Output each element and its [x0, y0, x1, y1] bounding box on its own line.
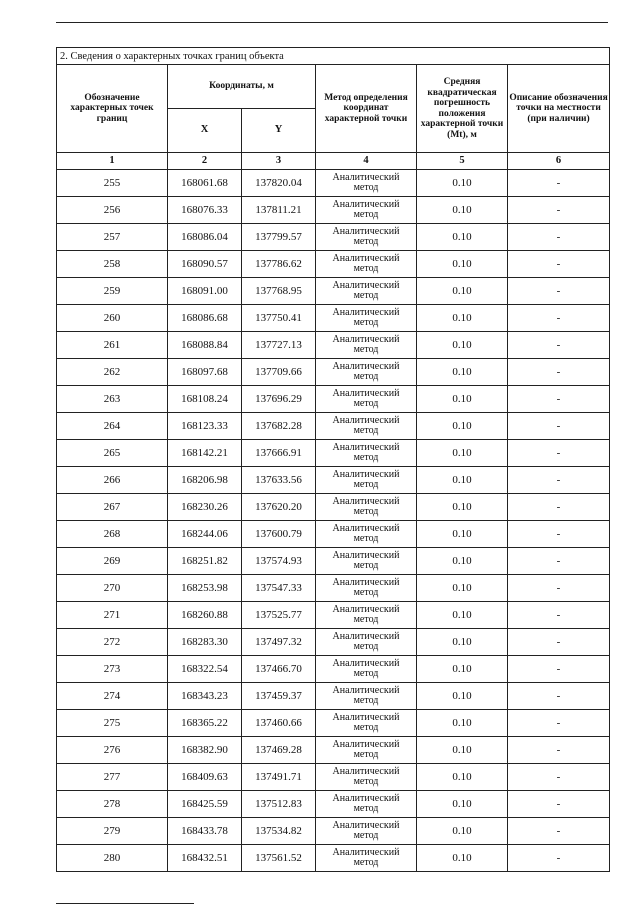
method-cell [316, 710, 417, 737]
description-cell: - [508, 494, 610, 521]
x-coordinate-cell: 168091.00 [168, 278, 242, 305]
description-cell: - [508, 386, 610, 413]
x-coordinate-cell: 168322.54 [168, 656, 242, 683]
method-text-line2: метод [353, 722, 379, 733]
point-number-cell: 259 [57, 278, 168, 305]
method-text-line2: метод [353, 290, 379, 301]
point-number-cell: 275 [57, 710, 168, 737]
method-cell [316, 440, 417, 467]
method-text-line2: метод [353, 236, 379, 247]
table-body [57, 170, 610, 872]
method-text-line2: метод [353, 371, 379, 382]
method-text-line1: Аналитический [332, 685, 400, 696]
y-coordinate-cell: 137574.93 [242, 548, 316, 575]
rmse-cell: 0.10 [417, 656, 508, 683]
method-cell [316, 764, 417, 791]
table-row [57, 386, 610, 413]
method-text-line2: метод [353, 317, 379, 328]
y-coordinate-cell: 137459.37 [242, 683, 316, 710]
column-number: 4 [316, 153, 417, 170]
point-number-cell: 262 [57, 359, 168, 386]
y-coordinate-cell: 137799.57 [242, 224, 316, 251]
x-coordinate-cell: 168090.57 [168, 251, 242, 278]
rmse-cell: 0.10 [417, 305, 508, 332]
x-coordinate-cell: 168086.04 [168, 224, 242, 251]
table-row [57, 197, 610, 224]
method-cell [316, 197, 417, 224]
rmse-cell: 0.10 [417, 494, 508, 521]
method-cell [316, 791, 417, 818]
description-cell: - [508, 656, 610, 683]
point-number-cell: 272 [57, 629, 168, 656]
point-number-cell: 261 [57, 332, 168, 359]
footnote-rule [56, 903, 194, 904]
y-coordinate-cell: 137820.04 [242, 170, 316, 197]
x-coordinate-cell: 168409.63 [168, 764, 242, 791]
rmse-cell: 0.10 [417, 521, 508, 548]
method-cell [316, 359, 417, 386]
method-text-line2: метод [353, 533, 379, 544]
method-text-line1: Аналитический [332, 496, 400, 507]
x-coordinate-cell: 168365.22 [168, 710, 242, 737]
rmse-cell: 0.10 [417, 683, 508, 710]
boundary-points-table [56, 47, 610, 872]
rmse-cell: 0.10 [417, 359, 508, 386]
method-cell [316, 494, 417, 521]
x-coordinate-cell: 168253.98 [168, 575, 242, 602]
y-coordinate-cell: 137600.79 [242, 521, 316, 548]
table-row [57, 521, 610, 548]
y-coordinate-cell: 137768.95 [242, 278, 316, 305]
table-row [57, 656, 610, 683]
table-row [57, 170, 610, 197]
point-number-cell: 258 [57, 251, 168, 278]
method-cell [316, 683, 417, 710]
description-cell: - [508, 224, 610, 251]
method-text-line2: метод [353, 209, 379, 220]
rmse-cell: 0.10 [417, 710, 508, 737]
method-text-line1: Аналитический [332, 739, 400, 750]
y-coordinate-cell: 137750.41 [242, 305, 316, 332]
method-text-line2: метод [353, 560, 379, 571]
method-cell [316, 521, 417, 548]
method-text-line1: Аналитический [332, 415, 400, 426]
y-coordinate-cell: 137491.71 [242, 764, 316, 791]
method-cell [316, 548, 417, 575]
table-row [57, 332, 610, 359]
method-text-line1: Аналитический [332, 199, 400, 210]
x-coordinate-cell: 168433.78 [168, 818, 242, 845]
method-text-line2: метод [353, 479, 379, 490]
point-number-cell: 257 [57, 224, 168, 251]
table-row [57, 251, 610, 278]
method-cell [316, 413, 417, 440]
table-row [57, 548, 610, 575]
table-row [57, 683, 610, 710]
point-number-cell: 279 [57, 818, 168, 845]
description-cell: - [508, 251, 610, 278]
description-cell: - [508, 521, 610, 548]
rmse-cell: 0.10 [417, 845, 508, 872]
y-coordinate-cell: 137561.52 [242, 845, 316, 872]
method-cell [316, 170, 417, 197]
table-row [57, 737, 610, 764]
method-cell [316, 656, 417, 683]
description-cell: - [508, 278, 610, 305]
method-text-line2: метод [353, 641, 379, 652]
y-coordinate-cell: 137666.91 [242, 440, 316, 467]
method-text-line2: метод [353, 668, 379, 679]
method-text-line1: Аналитический [332, 712, 400, 723]
method-text-line1: Аналитический [332, 442, 400, 453]
x-coordinate-cell: 168088.84 [168, 332, 242, 359]
y-coordinate-cell: 137466.70 [242, 656, 316, 683]
description-cell: - [508, 710, 610, 737]
rmse-cell: 0.10 [417, 224, 508, 251]
description-cell: - [508, 359, 610, 386]
header-point-designation: Обозначение характерных точек границ [57, 65, 168, 153]
description-cell: - [508, 305, 610, 332]
y-coordinate-cell: 137525.77 [242, 602, 316, 629]
header-rmse: Средняя квадратическая погрешность положения характерной точки (Mt), м [417, 65, 508, 153]
rmse-cell: 0.10 [417, 467, 508, 494]
rmse-cell: 0.10 [417, 197, 508, 224]
x-coordinate-cell: 168142.21 [168, 440, 242, 467]
header-y: Y [242, 109, 316, 153]
method-text-line1: Аналитический [332, 847, 400, 858]
point-number-cell: 277 [57, 764, 168, 791]
point-number-cell: 267 [57, 494, 168, 521]
x-coordinate-cell: 168076.33 [168, 197, 242, 224]
rmse-cell: 0.10 [417, 791, 508, 818]
point-number-cell: 264 [57, 413, 168, 440]
point-number-cell: 268 [57, 521, 168, 548]
method-text-line1: Аналитический [332, 469, 400, 480]
method-text-line2: метод [353, 776, 379, 787]
point-number-cell: 260 [57, 305, 168, 332]
method-cell [316, 737, 417, 764]
description-cell: - [508, 818, 610, 845]
column-number: 5 [417, 153, 508, 170]
x-coordinate-cell: 168425.59 [168, 791, 242, 818]
y-coordinate-cell: 137620.20 [242, 494, 316, 521]
table-row [57, 440, 610, 467]
header-method: Метод определения координат характерной точки [316, 65, 417, 153]
x-coordinate-cell: 168432.51 [168, 845, 242, 872]
y-coordinate-cell: 137682.28 [242, 413, 316, 440]
description-cell: - [508, 197, 610, 224]
method-cell [316, 224, 417, 251]
description-cell: - [508, 629, 610, 656]
method-text-line2: метод [353, 614, 379, 625]
method-text-line1: Аналитический [332, 604, 400, 615]
rmse-cell: 0.10 [417, 386, 508, 413]
point-number-cell: 271 [57, 602, 168, 629]
method-text-line1: Аналитический [332, 280, 400, 291]
method-text-line1: Аналитический [332, 253, 400, 264]
point-number-cell: 270 [57, 575, 168, 602]
x-coordinate-cell: 168206.98 [168, 467, 242, 494]
method-text-line1: Аналитический [332, 766, 400, 777]
method-cell [316, 629, 417, 656]
boundary-points-table-wrapper [56, 47, 609, 872]
method-cell [316, 602, 417, 629]
method-text-line1: Аналитический [332, 631, 400, 642]
table-row [57, 845, 610, 872]
y-coordinate-cell: 137469.28 [242, 737, 316, 764]
method-cell [316, 278, 417, 305]
x-coordinate-cell: 168343.23 [168, 683, 242, 710]
table-row [57, 629, 610, 656]
rmse-cell: 0.10 [417, 440, 508, 467]
point-number-cell: 273 [57, 656, 168, 683]
method-text-line2: метод [353, 452, 379, 463]
y-coordinate-cell: 137497.32 [242, 629, 316, 656]
method-cell [316, 467, 417, 494]
rmse-cell: 0.10 [417, 575, 508, 602]
column-number: 3 [242, 153, 316, 170]
header-coordinates: Координаты, м [168, 65, 316, 109]
point-number-cell: 280 [57, 845, 168, 872]
method-text-line1: Аналитический [332, 172, 400, 183]
method-text-line1: Аналитический [332, 658, 400, 669]
y-coordinate-cell: 137633.56 [242, 467, 316, 494]
method-text-line2: метод [353, 857, 379, 868]
description-cell: - [508, 791, 610, 818]
method-text-line1: Аналитический [332, 388, 400, 399]
rmse-cell: 0.10 [417, 629, 508, 656]
method-text-line2: метод [353, 749, 379, 760]
method-text-line2: метод [353, 263, 379, 274]
column-number: 6 [508, 153, 610, 170]
table-row [57, 278, 610, 305]
point-number-cell: 265 [57, 440, 168, 467]
method-cell [316, 386, 417, 413]
method-cell [316, 332, 417, 359]
description-cell: - [508, 683, 610, 710]
method-text-line2: метод [353, 803, 379, 814]
x-coordinate-cell: 168061.68 [168, 170, 242, 197]
rmse-cell: 0.10 [417, 251, 508, 278]
method-cell [316, 818, 417, 845]
table-row [57, 764, 610, 791]
x-coordinate-cell: 168382.90 [168, 737, 242, 764]
point-number-cell: 276 [57, 737, 168, 764]
top-rule [56, 22, 608, 23]
point-number-cell: 274 [57, 683, 168, 710]
rmse-cell: 0.10 [417, 332, 508, 359]
x-coordinate-cell: 168123.33 [168, 413, 242, 440]
y-coordinate-cell: 137460.66 [242, 710, 316, 737]
x-coordinate-cell: 168230.26 [168, 494, 242, 521]
x-coordinate-cell: 168260.88 [168, 602, 242, 629]
point-number-cell: 278 [57, 791, 168, 818]
x-coordinate-cell: 168251.82 [168, 548, 242, 575]
description-cell: - [508, 440, 610, 467]
point-number-cell: 269 [57, 548, 168, 575]
method-cell [316, 575, 417, 602]
x-coordinate-cell: 168086.68 [168, 305, 242, 332]
method-cell [316, 251, 417, 278]
description-cell: - [508, 764, 610, 791]
method-text-line2: метод [353, 425, 379, 436]
x-coordinate-cell: 168108.24 [168, 386, 242, 413]
point-number-cell: 266 [57, 467, 168, 494]
method-text-line1: Аналитический [332, 820, 400, 831]
method-text-line1: Аналитический [332, 577, 400, 588]
method-text-line1: Аналитический [332, 793, 400, 804]
method-text-line2: метод [353, 587, 379, 598]
y-coordinate-cell: 137811.21 [242, 197, 316, 224]
table-row [57, 791, 610, 818]
description-cell: - [508, 602, 610, 629]
y-coordinate-cell: 137709.66 [242, 359, 316, 386]
table-row [57, 467, 610, 494]
method-text-line1: Аналитический [332, 523, 400, 534]
method-text-line2: метод [353, 398, 379, 409]
description-cell: - [508, 467, 610, 494]
table-row [57, 494, 610, 521]
description-cell: - [508, 170, 610, 197]
point-number-cell: 256 [57, 197, 168, 224]
header-x: X [168, 109, 242, 153]
method-text-line1: Аналитический [332, 334, 400, 345]
description-cell: - [508, 548, 610, 575]
method-text-line1: Аналитический [332, 226, 400, 237]
method-text-line1: Аналитический [332, 550, 400, 561]
y-coordinate-cell: 137534.82 [242, 818, 316, 845]
rmse-cell: 0.10 [417, 818, 508, 845]
table-row [57, 602, 610, 629]
method-cell [316, 845, 417, 872]
method-text-line1: Аналитический [332, 307, 400, 318]
description-cell: - [508, 845, 610, 872]
table-row [57, 413, 610, 440]
column-number: 1 [57, 153, 168, 170]
x-coordinate-cell: 168283.30 [168, 629, 242, 656]
table-row [57, 359, 610, 386]
method-text-line2: метод [353, 695, 379, 706]
x-coordinate-cell: 168244.06 [168, 521, 242, 548]
section-title: 2. Сведения о характерных точках границ объекта [57, 48, 610, 65]
y-coordinate-cell: 137727.13 [242, 332, 316, 359]
method-text-line2: метод [353, 830, 379, 841]
header-description: Описание обозначения точки на местности (при наличии) [508, 65, 610, 153]
description-cell: - [508, 575, 610, 602]
column-number: 2 [168, 153, 242, 170]
y-coordinate-cell: 137696.29 [242, 386, 316, 413]
table-row [57, 818, 610, 845]
rmse-cell: 0.10 [417, 413, 508, 440]
rmse-cell: 0.10 [417, 278, 508, 305]
y-coordinate-cell: 137547.33 [242, 575, 316, 602]
table-row [57, 575, 610, 602]
table-row [57, 710, 610, 737]
rmse-cell: 0.10 [417, 737, 508, 764]
description-cell: - [508, 413, 610, 440]
rmse-cell: 0.10 [417, 548, 508, 575]
x-coordinate-cell: 168097.68 [168, 359, 242, 386]
rmse-cell: 0.10 [417, 170, 508, 197]
y-coordinate-cell: 137512.83 [242, 791, 316, 818]
y-coordinate-cell: 137786.62 [242, 251, 316, 278]
description-cell: - [508, 737, 610, 764]
rmse-cell: 0.10 [417, 764, 508, 791]
method-text-line2: метод [353, 344, 379, 355]
method-cell [316, 305, 417, 332]
rmse-cell: 0.10 [417, 602, 508, 629]
point-number-cell: 263 [57, 386, 168, 413]
description-cell: - [508, 332, 610, 359]
table-row [57, 305, 610, 332]
table-row [57, 224, 610, 251]
method-text-line2: метод [353, 506, 379, 517]
method-text-line2: метод [353, 182, 379, 193]
method-text-line1: Аналитический [332, 361, 400, 372]
point-number-cell: 255 [57, 170, 168, 197]
